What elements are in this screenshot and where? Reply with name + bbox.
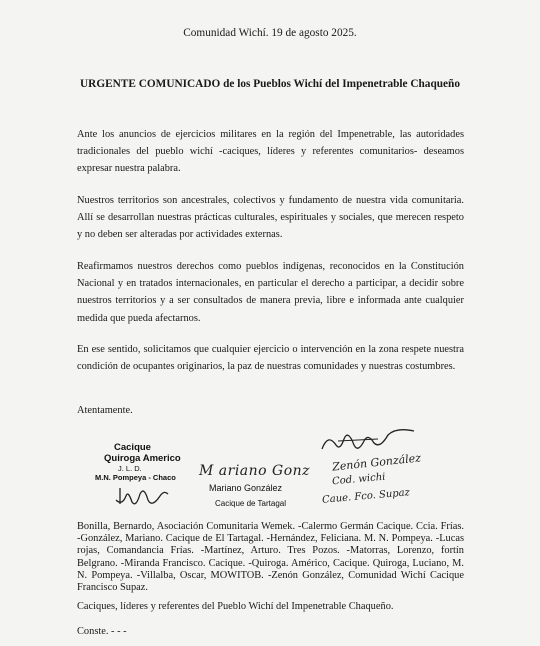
dateline: Comunidad Wichí. 19 de agosto 2025. xyxy=(183,27,357,39)
signature-stamp-zenon xyxy=(318,425,448,510)
stamp-printed-name: Mariano González xyxy=(209,483,283,493)
handwritten-cacique-fco: Caue. Fco. Supaz xyxy=(321,487,411,506)
stamp-printed-role: Cacique de Tartagal xyxy=(215,499,287,508)
handwritten-signature-2: M ariano Gonz xyxy=(199,463,311,479)
handwritten-signature-1 xyxy=(112,482,172,512)
signatories-list: Bonilla, Bernardo, Asociación Comunitaria Wemek. -Calermo Germán Cacique. Ccia. Frías. -González, Mariano. Cacique de El Tartagal. -Hernández, Feliciana. M. N. Pompeya. -Lucas rojas, Comandancia Frías. -Martínez, Arturo. Tres Pozos. -Matorras, Lorenzo, fortín Belgrano. -Miranda Francisco. Cacique. -Quiroga. Américo, Cacique. Quiroga, Luciano, M. N. Pompeya. -Villalba, Oscar, MOWITOB. -Zenón González, Comunidad Wichí Cacique Francisco Supaz. xyxy=(77,521,464,594)
stamp-line-cacique: Cacique xyxy=(114,442,151,453)
stamp-line-place: M.N. Pompeya - Chaco xyxy=(95,473,176,482)
paragraph-2: Nuestros territorios son ancestrales, colectivos y fundamento de nuestra vida comunitaria. Allí se desarrollan nuestras prácticas culturales, espirituales y sociales, que merecen respeto y no deben ser alteradas por actividades externas. xyxy=(77,195,464,241)
stamp-line-initials: J. L. D. xyxy=(118,464,142,473)
handwritten-signature-3 xyxy=(318,425,428,455)
paragraph-3: Reafirmamos nuestros derechos como pueblos indígenas, reconocidos en la Constitución Nacional y en tratados internacionales, en particular el derecho a participar, a decidir sobre nuestros territorios y a ser consultados de manera previa, libre e informada ante cualquier medida que pueda afectarnos. xyxy=(77,261,464,324)
paragraph-4: En ese sentido, solicitamos que cualquier ejercicio o intervención en la zona respete nuestra condición de ocupantes originarios, la paz de nuestras comunidades y nuestras costumbres. xyxy=(77,344,464,373)
conste-line: Conste. - - - xyxy=(77,626,127,637)
signature-stamp-gonzalez xyxy=(195,455,335,525)
handwritten-community: Cod. wichi xyxy=(331,471,386,488)
closing-salutation: Atentamente. xyxy=(77,405,133,416)
stamp-line-name: Quiroga Americo xyxy=(104,453,181,464)
paragraph-1: Ante los anuncios de ejercicios militares en la región del Impenetrable, las autoridades tradicionales del pueblo wichí -caciques, líderes y referentes comunitarios- deseamos expresar nuestra palabra. xyxy=(77,129,464,175)
footer-line: Caciques, líderes y referentes del Pueblo Wichí del Impenetrable Chaqueño. xyxy=(77,601,394,612)
handwritten-name-zenon: Zenón González xyxy=(331,451,422,474)
signature-stamp-quiroga xyxy=(80,438,190,516)
document-title: URGENTE COMUNICADO de los Pueblos Wichí del Impenetrable Chaqueño xyxy=(80,78,460,90)
